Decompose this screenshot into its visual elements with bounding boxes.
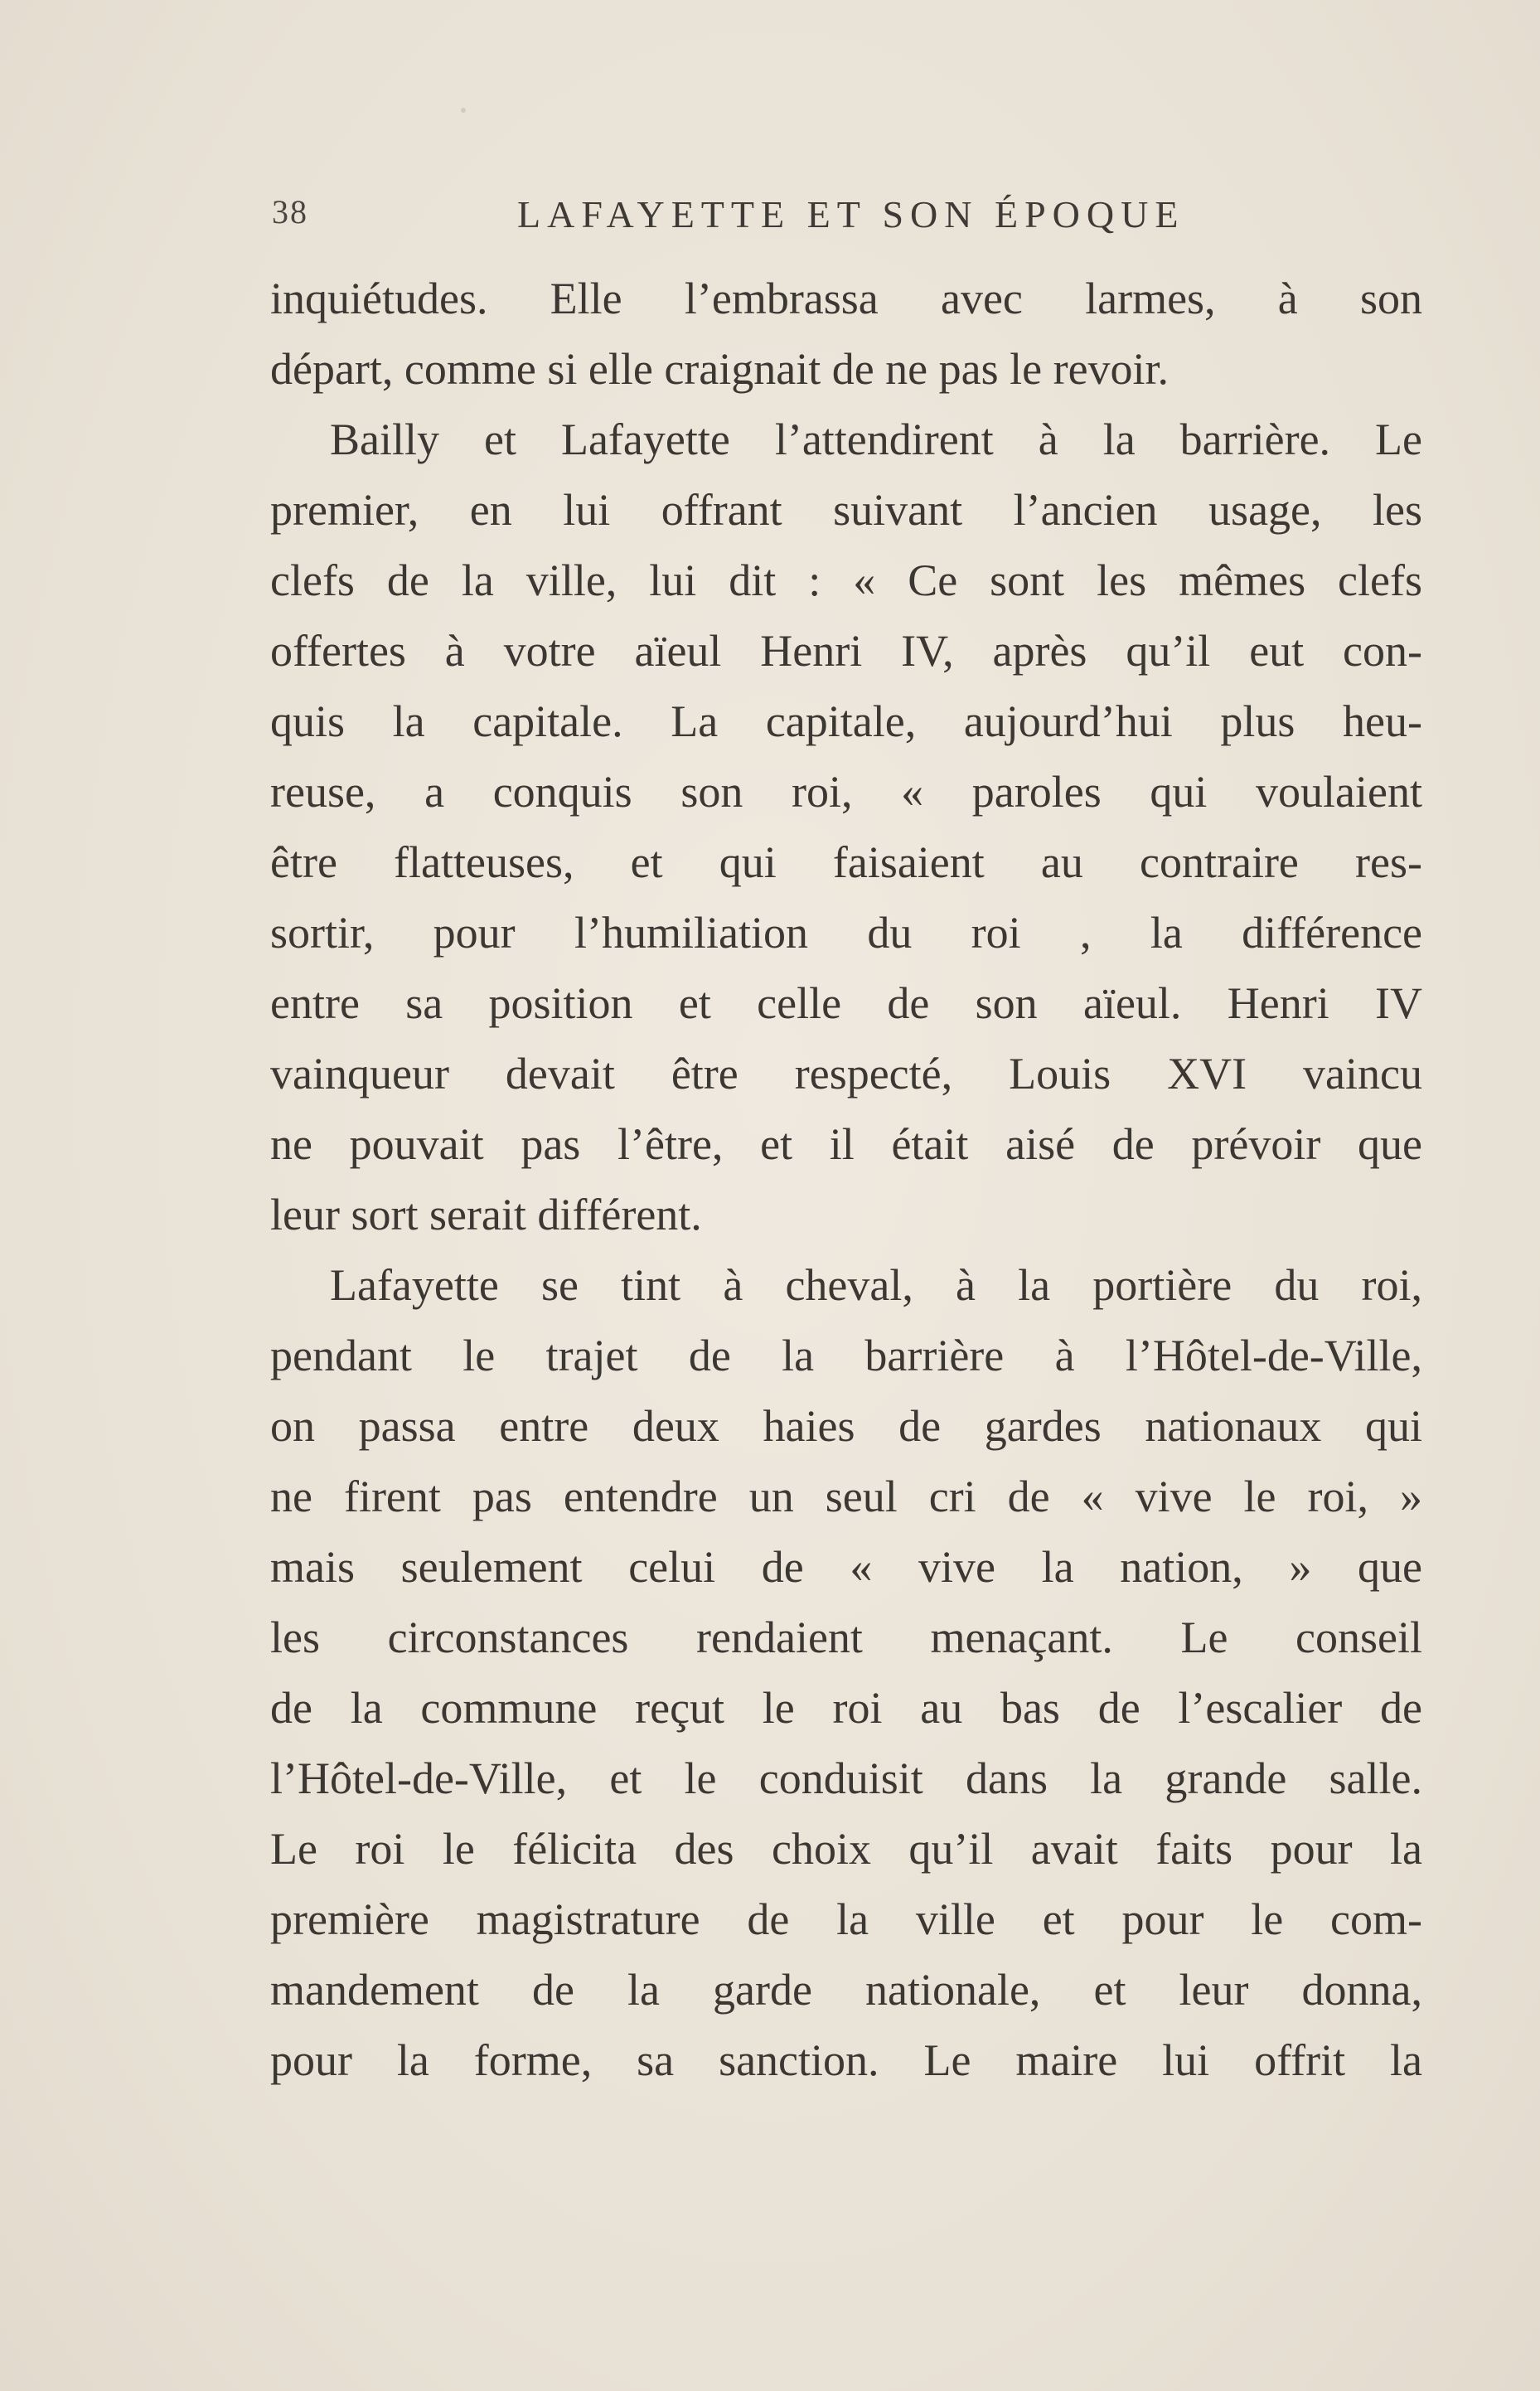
text-line: de la commune reçut le roi au bas de l’escalier de bbox=[270, 1683, 1422, 1733]
text-line: on passa entre deux haies de gardes nationaux qui bbox=[270, 1401, 1422, 1451]
running-title: LAFAYETTE ET SON ÉPOQUE bbox=[517, 193, 1185, 235]
text-line: reuse, a conquis son roi, « paroles qui voulaient bbox=[270, 767, 1422, 817]
text-line: l’Hôtel-de-Ville, et le conduisit dans la grande salle. bbox=[270, 1753, 1422, 1803]
text-line: sortir, pour l’humiliation du roi , la différence bbox=[270, 908, 1422, 958]
paper-speck bbox=[461, 108, 466, 113]
text-line: départ, comme si elle craignait de ne pas le revoir. bbox=[270, 344, 1170, 394]
text-line: pour la forme, sa sanction. Le maire lui offrit la bbox=[270, 2035, 1422, 2085]
text-line: les circonstances rendaient menaçant. Le conseil bbox=[270, 1613, 1422, 1662]
text-line: inquiétudes. Elle l’embrassa avec larmes, à son bbox=[270, 274, 1422, 323]
text-line: vainqueur devait être respecté, Louis XVI vaincu bbox=[270, 1049, 1422, 1099]
text-line: Bailly et Lafayette l’attendirent à la barrière. Le bbox=[330, 415, 1422, 464]
text-line: clefs de la ville, lui dit : « Ce sont les mêmes clefs bbox=[270, 555, 1422, 605]
text-line: Lafayette se tint à cheval, à la portière du roi, bbox=[330, 1260, 1422, 1310]
text-line: ne pouvait pas l’être, et il était aisé de prévoir que bbox=[270, 1119, 1422, 1169]
text-line: offertes à votre aïeul Henri IV, après qu’il eut con- bbox=[270, 626, 1422, 676]
text-line: leur sort serait différent. bbox=[270, 1190, 702, 1239]
body-text bbox=[270, 264, 1422, 2096]
text-line: Le roi le félicita des choix qu’il avait faits pour la bbox=[270, 1824, 1422, 1874]
page-number: 38 bbox=[272, 193, 308, 230]
text-line: entre sa position et celle de son aïeul. Henri IV bbox=[270, 978, 1422, 1028]
text-line: ne firent pas entendre un seul cri de « vive le roi, » bbox=[270, 1472, 1422, 1521]
page-header bbox=[272, 192, 1432, 250]
text-line: mandement de la garde nationale, et leur donna, bbox=[270, 1965, 1422, 2015]
text-line: première magistrature de la ville et pour le com- bbox=[270, 1894, 1422, 1944]
text-line: premier, en lui offrant suivant l’ancien usage, les bbox=[270, 485, 1422, 535]
text-line: pendant le trajet de la barrière à l’Hôtel-de-Ville, bbox=[270, 1331, 1422, 1380]
text-line: être flatteuses, et qui faisaient au contraire res- bbox=[270, 837, 1422, 887]
text-line: quis la capitale. La capitale, aujourd’hui plus heu- bbox=[270, 696, 1422, 746]
text-line: mais seulement celui de « vive la nation, » que bbox=[270, 1542, 1422, 1592]
